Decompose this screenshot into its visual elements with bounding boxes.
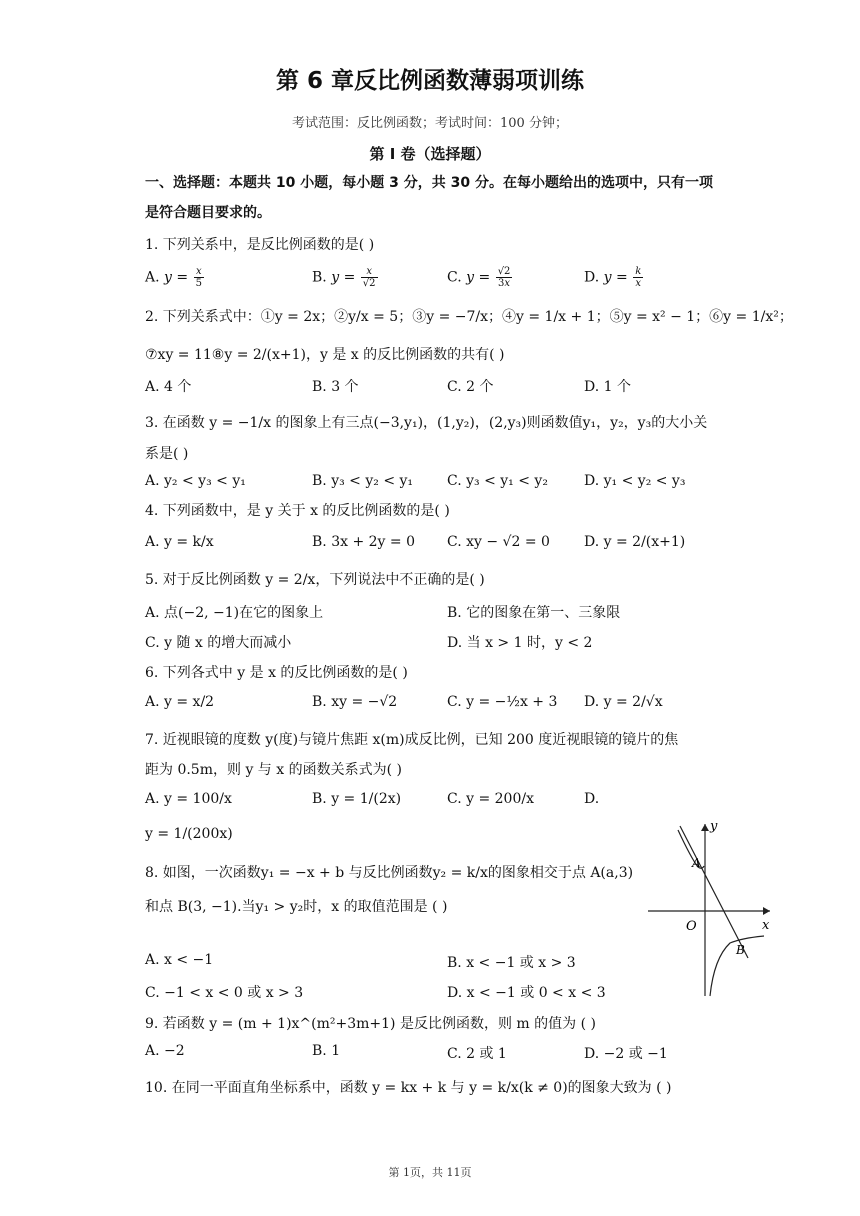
q3-option-d: D. y₁ < y₂ < y₃ xyxy=(584,473,686,489)
q7-option-b: B. y = 1/(2x) xyxy=(312,791,402,807)
q9-stem: 9. 若函数 y = (m + 1)x^(m²+3m+1) 是反比例函数，则 m 的值为 ( ) xyxy=(145,1016,596,1032)
q2-option-c: C. 2 个 xyxy=(447,379,494,395)
q5-option-a: A. 点(−2, −1)在它的图象上 xyxy=(145,605,324,621)
q8-option-d: D. x < −1 或 0 < x < 3 xyxy=(447,985,606,1001)
q2-stem: 2. 下列关系式中：①y = 2x；②y/x = 5；③y = −7/x；④y = 1/x + 1；⑤y = x² − 1；⑥y = 1/x²； xyxy=(145,309,793,325)
q9-option-b: B. 1 xyxy=(312,1043,341,1059)
q6-option-a: A. y = x/2 xyxy=(145,694,215,710)
q4-stem: 4. 下列函数中，是 y 关于 x 的反比例函数的是( ) xyxy=(145,503,450,519)
q7-option-a: A. y = 100/x xyxy=(145,791,232,807)
q10-stem: 10. 在同一平面直角坐标系中，函数 y = kx + k 与 y = k/x(k ≠ 0)的图象大致为 ( ) xyxy=(145,1080,672,1096)
q7-option-d: D. xyxy=(584,791,600,807)
q4-option-d: D. y = 2/(x+1) xyxy=(584,534,686,550)
page-footer: 第 1页，共 11页 xyxy=(388,1166,472,1179)
q8-option-a: A. x < −1 xyxy=(145,952,214,968)
q2-option-b: B. 3 个 xyxy=(312,379,359,395)
page-title: 第 6 章反比例函数薄弱项训练 xyxy=(275,68,585,94)
q8-graph-figure xyxy=(640,818,780,1000)
q7-option-d-formula: y = 1/(200x) xyxy=(145,826,233,842)
q9-option-d: D. −2 或 −1 xyxy=(584,1046,668,1062)
q1-option-d: D. y = $\frac{k}{x}$ xyxy=(584,266,642,289)
origin-label: O xyxy=(686,919,697,934)
q3-option-b: B. y₃ < y₂ < y₁ xyxy=(312,473,414,489)
q8-option-c: C. −1 < x < 0 或 x > 3 xyxy=(145,985,304,1001)
q8-option-b: B. x < −1 或 x > 3 xyxy=(447,955,576,971)
q1-option-a: A. y = $\frac{x}{5}$ xyxy=(145,266,202,289)
q4-option-b: B. 3x + 2y = 0 xyxy=(312,534,415,550)
exam-info: 考试范围：反比例函数；考试时间：100 分钟； xyxy=(292,116,568,131)
q2-option-d: D. 1 个 xyxy=(584,379,631,395)
q1-option-b: B. y = $\frac{x}{√2}$ xyxy=(312,266,376,289)
q1-stem: 1. 下列关系中，是反比例函数的是( ) xyxy=(145,237,375,253)
q6-option-b: B. xy = −√2 xyxy=(312,694,398,710)
q6-option-d: D. y = 2/√x xyxy=(584,694,663,710)
y-axis-label: y xyxy=(710,819,718,834)
q5-stem: 5. 对于反比例函数 y = 2/x，下列说法中不正确的是( ) xyxy=(145,572,485,588)
y-axis-arrow xyxy=(701,824,709,831)
x-axis-arrow xyxy=(763,907,770,915)
q5-option-b: B. 它的图象在第一、三象限 xyxy=(447,605,621,621)
q8-stem-cont: 和点 B(3, −1).当y₁ > y₂时，x 的取值范围是 ( ) xyxy=(145,899,448,915)
q3-stem-cont: 系是( ) xyxy=(145,446,189,462)
point-b-label: B xyxy=(736,943,745,957)
q8-stem: 8. 如图，一次函数y₁ = −x + b 与反比例函数y₂ = k/x的图象相交于点 A(a,3) xyxy=(145,865,634,881)
q6-option-c: C. y = −½x + 3 xyxy=(447,694,558,710)
q5-option-c: C. y 随 x 的增大而减小 xyxy=(145,635,292,651)
volume-heading: 第 I 卷（选择题） xyxy=(369,145,491,163)
q2-stem-cont: ⑦xy = 11⑧y = 2/(x+1)，y 是 x 的反比例函数的共有( ) xyxy=(145,347,505,363)
q9-option-c: C. 2 或 1 xyxy=(447,1046,507,1062)
q7-stem-cont: 距为 0.5m，则 y 与 x 的函数关系式为( ) xyxy=(145,762,402,778)
q7-option-c: C. y = 200/x xyxy=(447,791,534,807)
q7-stem: 7. 近视眼镜的度数 y(度)与镜片焦距 x(m)成反比例，已知 200 度近视眼镜的镜片的焦 xyxy=(145,732,679,748)
q9-option-a: A. −2 xyxy=(145,1043,185,1059)
q3-option-c: C. y₃ < y₁ < y₂ xyxy=(447,473,548,489)
q5-option-d: D. 当 x > 1 时，y < 2 xyxy=(447,635,593,651)
linear-function-line xyxy=(680,826,748,958)
q6-stem: 6. 下列各式中 y 是 x 的反比例函数的是( ) xyxy=(145,665,408,681)
q4-option-c: C. xy − √2 = 0 xyxy=(447,534,550,550)
q1-option-c: C. y = $\frac{√2}{3x}$ xyxy=(447,266,511,289)
q4-option-a: A. y = k/x xyxy=(145,534,214,550)
q3-option-a: A. y₂ < y₃ < y₁ xyxy=(145,473,246,489)
section-instructions: 一、选择题：本题共 10 小题，每小题 3 分，共 30 分。在每小题给出的选项中，只有一项是符合题目要求的。 xyxy=(145,175,713,221)
x-axis-label: x xyxy=(762,918,770,933)
point-a-label: A xyxy=(692,856,701,870)
q3-stem: 3. 在函数 y = −1/x 的图象上有三点(−3,y₁)，(1,y₂)，(2,y₃)则函数值y₁，y₂，y₃的大小关 xyxy=(145,415,708,431)
q2-option-a: A. 4 个 xyxy=(145,379,192,395)
